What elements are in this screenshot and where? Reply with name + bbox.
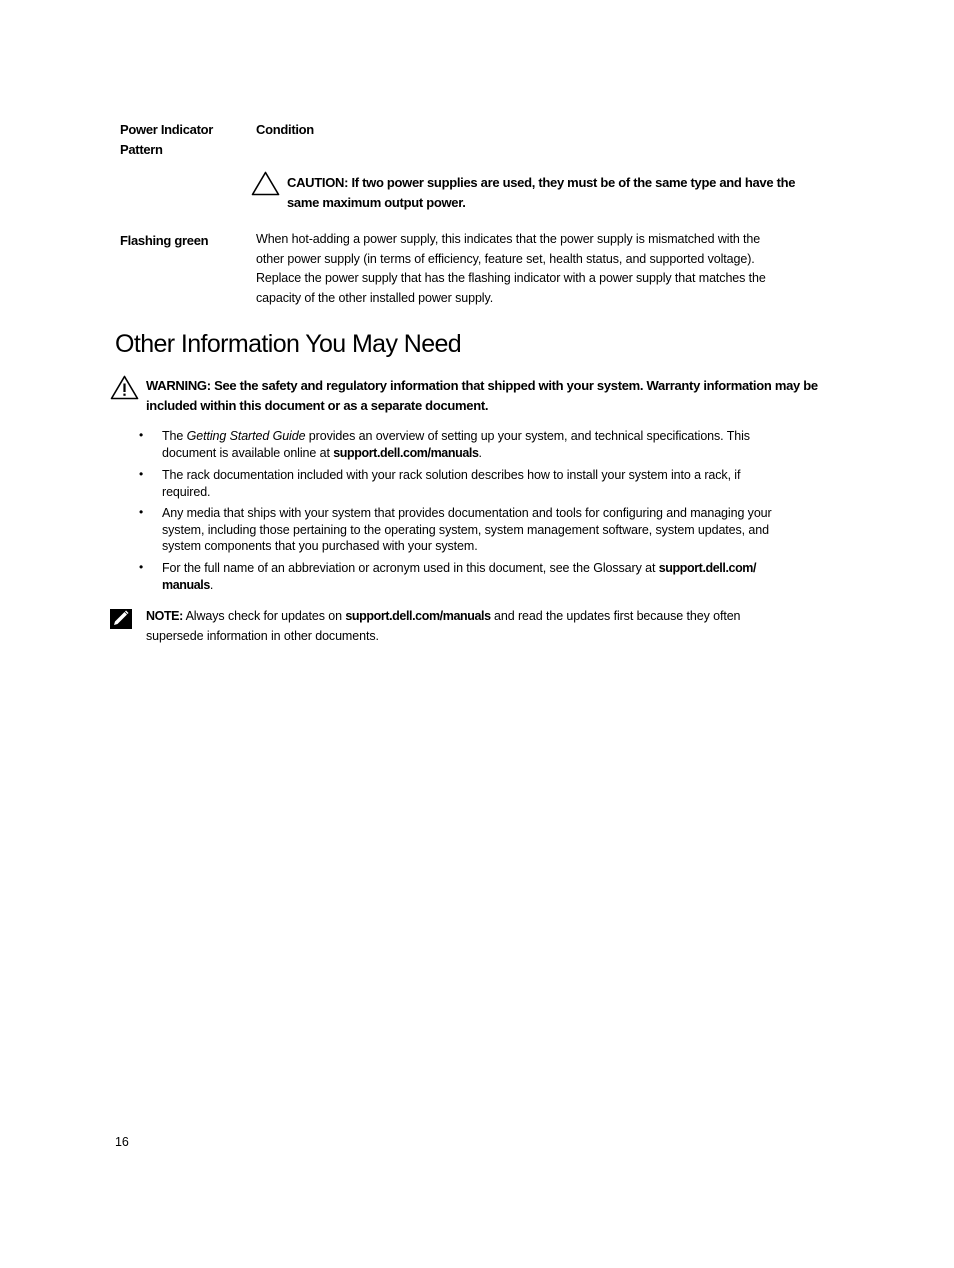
condition-line1: When hot-adding a power supply, this indicates that the power supply is mismatched with the: [256, 232, 761, 246]
caution-icon: [251, 171, 280, 196]
glossary-link-cont[interactable]: manuals: [162, 577, 210, 592]
guide-title: Getting Started Guide: [186, 429, 306, 443]
manuals-link[interactable]: support.dell.com/manuals: [333, 445, 479, 460]
page-number: 16: [115, 1135, 129, 1149]
list-item: Any media that ships with your system that provides documentation and tools for configuring and managing your system, including those pertaining to the operating system, system management software, system updates, and system components that you purchased with your system.: [162, 506, 772, 553]
warning-line1: WARNING: See the safety and regulatory information that shipped with your system. Warranty information may be: [146, 378, 818, 393]
warning-icon: [110, 375, 139, 400]
table-header-pattern: [120, 120, 213, 159]
table-header-condition: Condition: [256, 122, 314, 137]
caution-line2: same maximum output power.: [287, 194, 466, 210]
section-title: Other Information You May Need: [115, 330, 462, 358]
bullet-marker: •: [139, 560, 144, 574]
caution-text: [287, 173, 795, 212]
list-item: For the full name of an abbreviation or acronym used in this document, see the Glossary at support.dell.com/ manuals.: [162, 561, 757, 592]
caution-line1: CAUTION: If two power supplies are used, they must be of the same type and have the: [287, 175, 796, 190]
pencil-note-icon: [110, 609, 132, 629]
condition-line3: Replace the power supply that has the flashing indicator with a power supply that matches the: [256, 271, 766, 285]
bullet-marker: •: [139, 467, 144, 481]
list-item: The rack documentation included with your rack solution describes how to install your system into a rack, if required.: [162, 468, 741, 499]
condition-line4: capacity of the other installed power supply.: [256, 290, 494, 305]
updates-link[interactable]: support.dell.com/manuals: [345, 609, 491, 623]
table-cell-condition: [256, 230, 766, 308]
glossary-link[interactable]: support.dell.com/: [658, 561, 757, 575]
list-item: The Getting Started Guide provides an overview of setting up your system, and technical specifications. This document is available online at support.dell.com/manuals.: [162, 429, 750, 460]
table-header-pattern-line1: Power Indicator: [120, 122, 214, 137]
table-cell-pattern: Flashing green: [120, 233, 209, 248]
table-header-pattern-line2: Pattern: [120, 141, 163, 157]
bullet-marker: •: [139, 505, 144, 519]
bullet-marker: •: [139, 428, 144, 442]
note-label: NOTE:: [146, 609, 183, 623]
warning-text: [146, 376, 818, 415]
warning-line2: included within this document or as a separate document.: [146, 397, 489, 413]
note-text: NOTE: Always check for updates on support.dell.com/manuals and read the updates first because they often supersede information in other documents.: [146, 609, 741, 643]
condition-line2: other power supply (in terms of efficiency, feature set, health status, and supported voltage).: [256, 251, 755, 266]
